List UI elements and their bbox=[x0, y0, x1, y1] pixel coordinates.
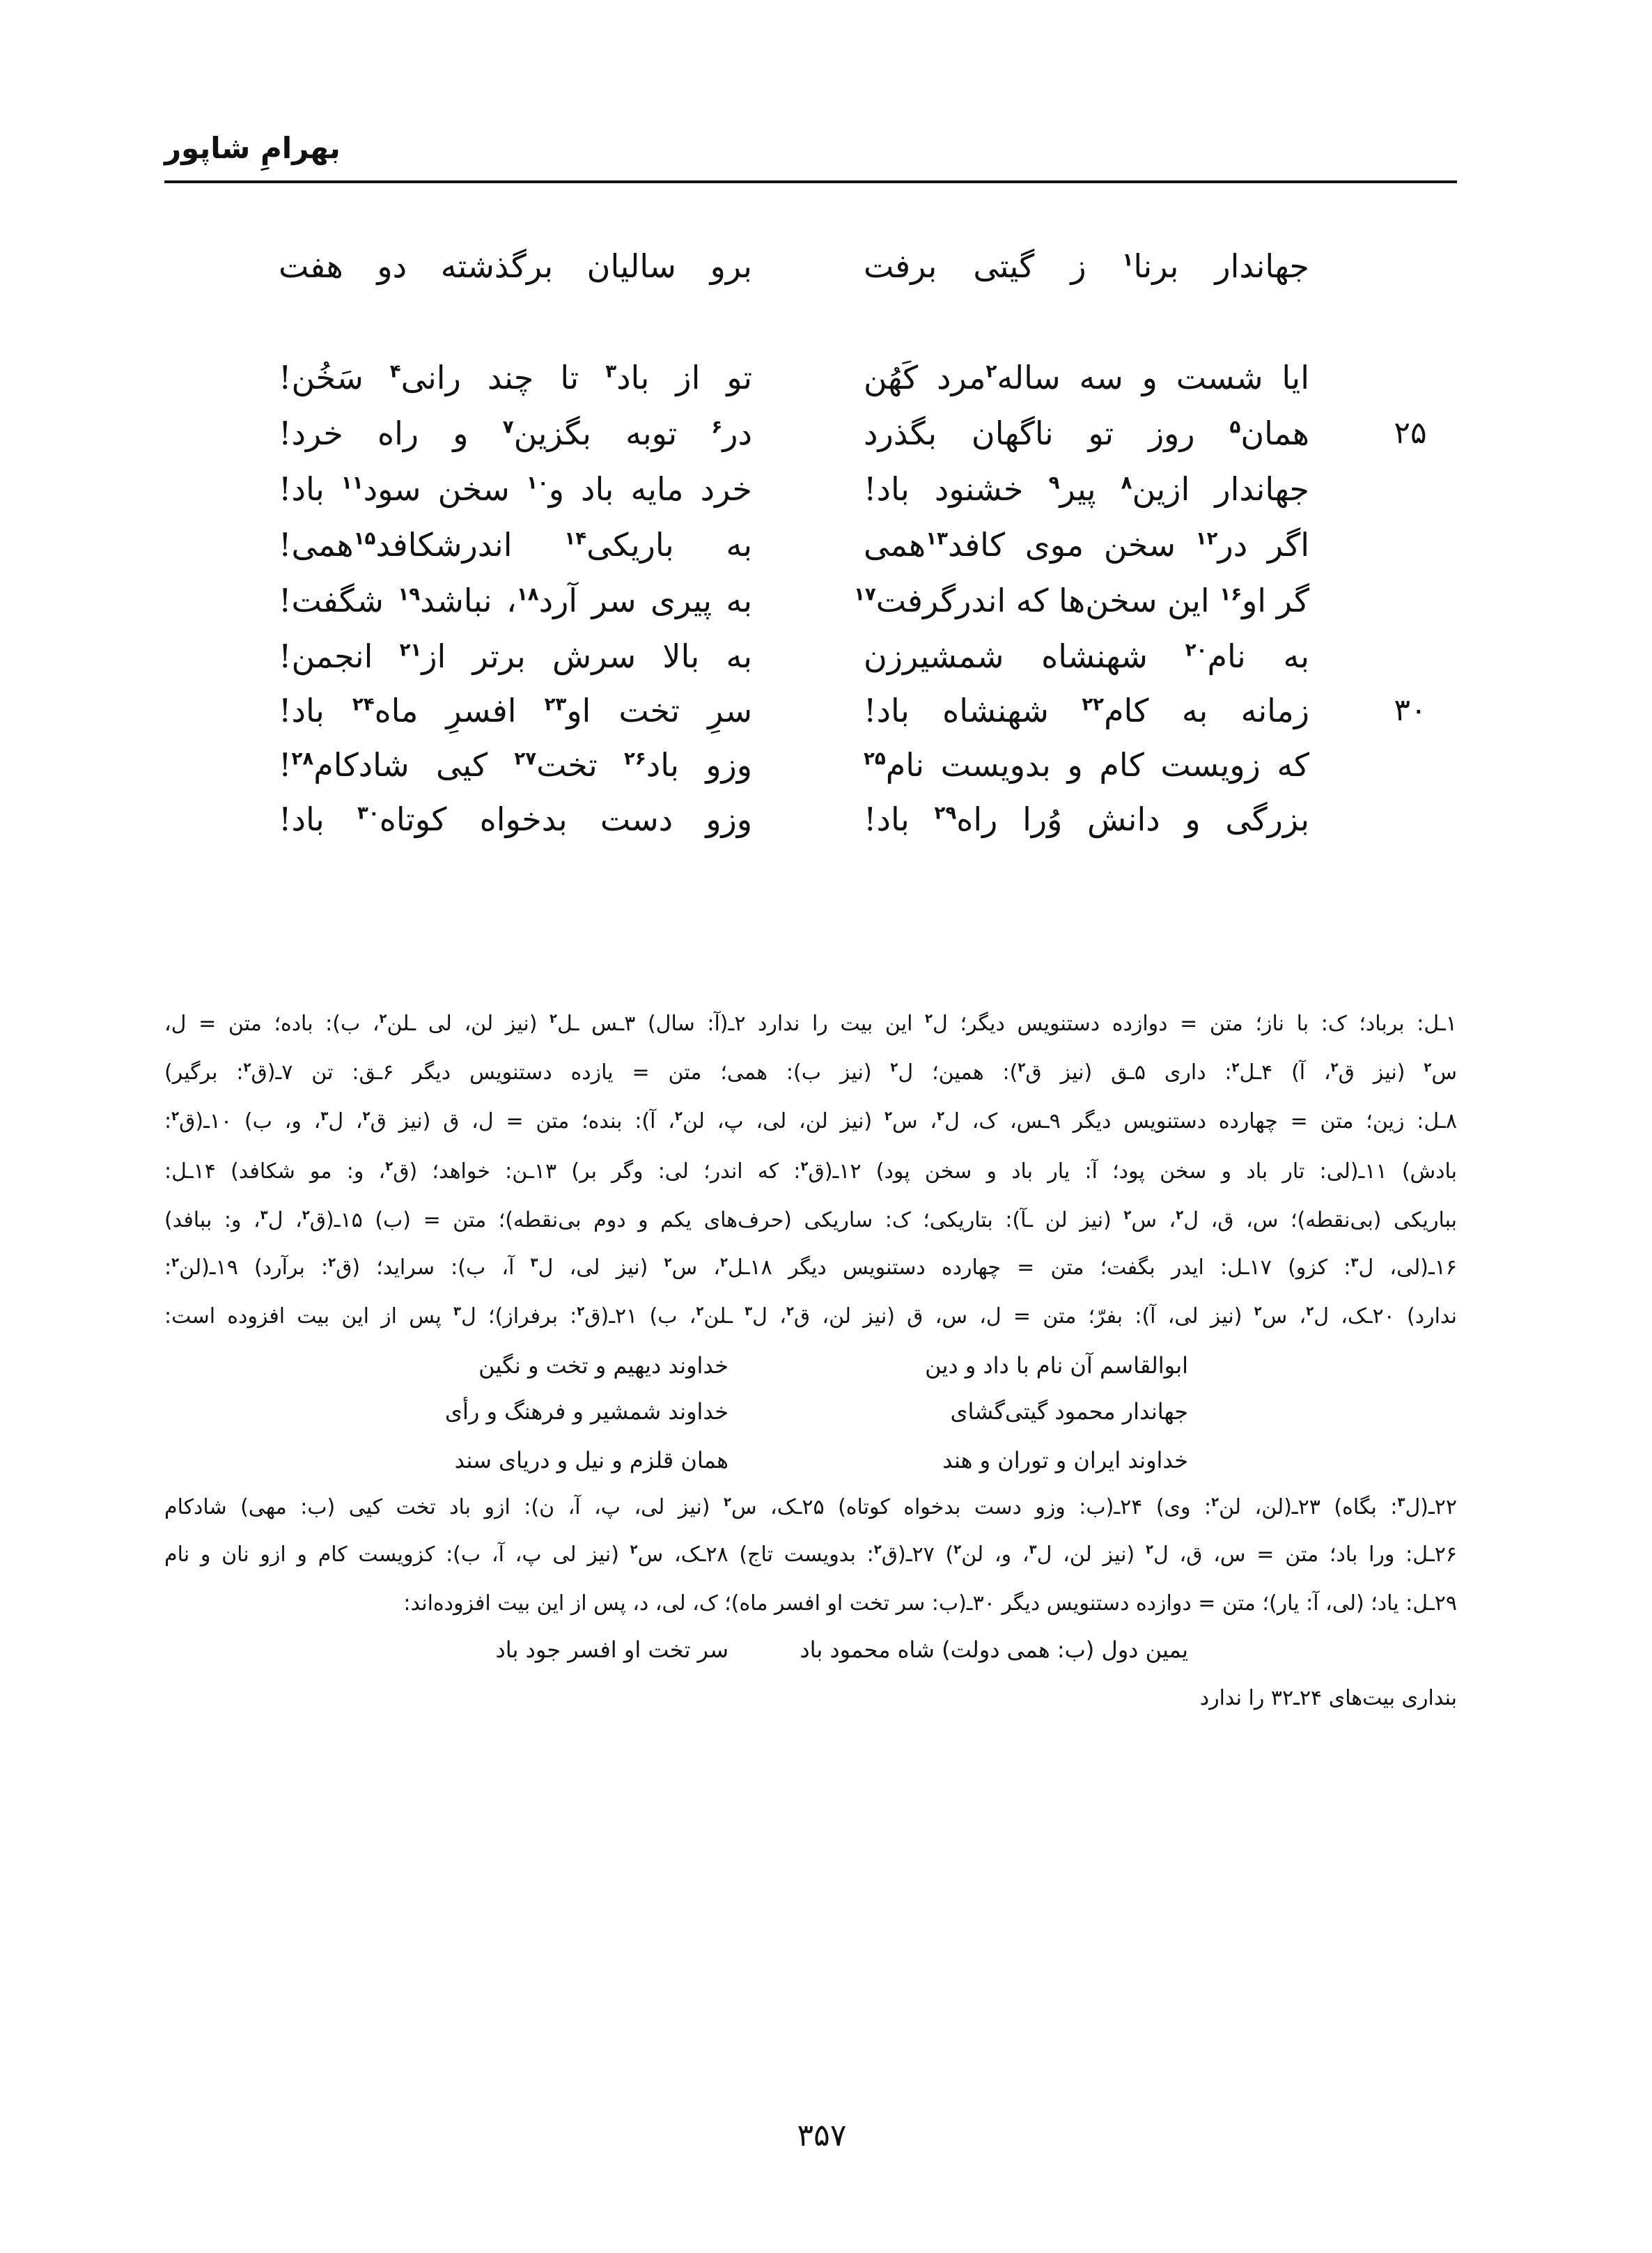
hemistich-left: تو از باد$^۳$ تا چند رانی$^۴$ سَخُن! bbox=[279, 359, 752, 396]
footnote-ref: ۳ bbox=[605, 361, 617, 382]
hemistich-right: به نام$^{۲۰}$ شهنشاه شمشیرزن bbox=[864, 637, 1310, 675]
footnote-ref: ۳۰ bbox=[357, 803, 380, 824]
footnote-line: ۲۹ـل: یاد؛ (لی، آ: یار)؛ متن = دوازده دستنویس دیگر ۳۰ـ(ب: سر تخت او افسر ماه)؛ ک، لی، د، پس از این بیت افزوده‌اند: bbox=[403, 1591, 1457, 1616]
footnote-ref: ۲ bbox=[171, 1255, 180, 1270]
hemistich-right: که زویست کام و بدویست نام$^{۲۵}$ bbox=[864, 746, 1309, 784]
footnote-ref: ۲ bbox=[800, 1159, 809, 1174]
footnote-ref: ۲ bbox=[674, 1109, 683, 1124]
footnote-ref: ۲ bbox=[1424, 1060, 1432, 1075]
hemistich-right: همان$^۵$ روز تو ناگهان بگذرد bbox=[864, 415, 1309, 452]
footnote-ref: ۳ bbox=[1350, 1255, 1359, 1270]
verse-row bbox=[0, 740, 1652, 790]
hemistich-left: به پیری سر آرد$^{۱۸}$، نباشد$^{۱۹}$ شگفت! bbox=[279, 582, 752, 619]
verse-number: ۲۵ bbox=[1394, 415, 1427, 451]
footnote-line: ندارد) ۲۰ـک، ل$^۲$، س$^۲$ (نیز لی، آ): بفرّ؛ متن = ل، س، ق (نیز لن، ق$^۲$، ل$^۳$ ـلن$^۲$، ب) ۲۱ـ(ق$^۲$: برفراز)؛ ل$^۳$ پس از این بیت افزوده است: bbox=[164, 1304, 1458, 1329]
hemistich-left: وزو باد$^{۲۶}$ تخت$^{۲۷}$ کیی شادکام$^{۲۸}$! bbox=[279, 746, 752, 784]
hemistich-right: ایا شست و سه ساله$^۲$مرد کَهُن bbox=[864, 359, 1309, 396]
footnote-ref: ۲ bbox=[630, 1542, 638, 1557]
verse-row bbox=[0, 241, 1652, 291]
footnote-ref: ۲۷ bbox=[514, 748, 537, 770]
verse-row bbox=[0, 794, 1652, 844]
footnote-ref: ۱۶ bbox=[1219, 584, 1242, 605]
footnote-line: بادش) ۱۱ـ(لی: تار باد و سخن پود؛ آ: یار باد و سخن پود) ۱۲ـ(ق$^۲$: که اندر؛ لی: وگر بر) ۱۳ـن: خواهد؛ (ق$^۲$، و: مو شکافد) ۱۴ـل: bbox=[164, 1159, 1457, 1184]
footnote-ref: ۱۹ bbox=[398, 584, 421, 605]
footnote-line: ۱۶ـ(لی، ل$^۳$: کزو) ۱۷ـل: ایدر بگفت؛ متن = چهارده دستنویس دیگر ۱۸ـل$^۲$، س$^۲$ (نیز لی، ل$^۳$ آ، ب): سراید؛ (ق$^۲$: برآرد) ۱۹ـ(لن$^۲$: bbox=[164, 1255, 1457, 1280]
footnote-ref: ۲۶ bbox=[624, 748, 646, 770]
variant-hemistich-left: خداوند دیهیم و تخت و نگین bbox=[478, 1352, 728, 1379]
footnote-ref: ۲ bbox=[550, 1012, 558, 1026]
footnote-ref: ۲۸ bbox=[291, 748, 314, 770]
footnote-ref: ۲ bbox=[302, 1208, 310, 1223]
footnote-line: س$^۲$ (نیز ق$^۲$، آ) ۴ـل$^۲$: داری ۵ـق (نیز ق$^۲$): همین؛ ل$^۲$ (نیز ب): همی؛ متن = یازده دستنویس دیگر ۶ـق: تن ۷ـ(ق$^۲$: برگیر) bbox=[164, 1060, 1457, 1085]
footnote-ref: ۲ bbox=[577, 1304, 585, 1319]
footnote-ref: ۲ bbox=[362, 1109, 371, 1124]
verse-row bbox=[0, 631, 1652, 681]
header-rule bbox=[164, 180, 1457, 183]
footnote-ref: ۳ bbox=[530, 1255, 538, 1270]
footnote-ref: ۳ bbox=[260, 1208, 268, 1223]
page-number: ۳۵۷ bbox=[797, 2118, 847, 2153]
variant-hemistich-left: سر تخت او افسر جود باد bbox=[495, 1636, 728, 1663]
footnote-ref: ۱۷ bbox=[854, 584, 876, 605]
footnote-ref: ۲ bbox=[1176, 1208, 1184, 1223]
footnote-line: بنداری بیت‌های ۲۴ـ۳۲ را ندارد bbox=[1199, 1686, 1457, 1710]
hemistich-right: جهاندار ازین$^۸$ پیر$^۹$ خشنود باد! bbox=[864, 470, 1309, 508]
footnote-ref: ۵ bbox=[1229, 417, 1241, 438]
hemistich-left: به باریکی$^{۱۴}$ اندرشکافد$^{۱۵}$همی! bbox=[279, 526, 752, 564]
footnote-ref: ۱۸ bbox=[516, 584, 539, 605]
variant-hemistich-left: خداوند شمشیر و فرهنگ و رأی bbox=[444, 1398, 728, 1425]
variant-hemistich-right: خداوند ایران و توران و هند bbox=[942, 1447, 1188, 1473]
hemistich-right: زمانه به کام$^{۲۲}$ شهنشاه باد! bbox=[864, 692, 1309, 729]
footnote-variant-verse bbox=[366, 1439, 1188, 1481]
footnote-ref: ۲۲ bbox=[1082, 694, 1105, 715]
footnote-ref: ۲ bbox=[873, 1542, 882, 1557]
footnote-ref: ۲ bbox=[720, 1255, 728, 1270]
footnote-ref: ۲ bbox=[953, 1542, 962, 1557]
footnote-line: ۸ـل: زین؛ متن = چهارده دستنویس دیگر ۹ـس، ک، ل$^۲$، س$^۲$ (نیز لن، لی، پ، لن$^۲$، آ): بنده؛ متن = ل، ق (نیز ق$^۲$، ل$^۳$، و، ب) ۱۰ـ(ق$^۲$: bbox=[164, 1109, 1458, 1133]
footnote-ref: ۲۳ bbox=[544, 694, 567, 715]
verse-row bbox=[0, 520, 1652, 570]
footnote-line: ۱ـل: برباد؛ ک: با ناز؛ متن = دوازده دستنویس دیگر؛ ل$^۲$ این بیت را ندارد ۲ـ(آ: سال) ۳ـس ـل$^۲$ (نیز لن، لی ـلن$^۲$، ب): باده؛ متن = ل، bbox=[164, 1012, 1457, 1036]
footnote-ref: ۲ bbox=[884, 1109, 892, 1124]
footnote-line: ۲۲ـ(ل$^۳$: بگاه) ۲۳ـ(لن، لن$^۲$: وی) ۲۴ـ(ب: وزو دست بدخواه کوتاه) ۲۵ـک، س$^۲$ (نیز لی، پ، آ، ن): ازو باد تخت کیی (ب: مهی) شادکام bbox=[164, 1495, 1457, 1519]
footnote-ref: ۹ bbox=[1048, 472, 1060, 494]
footnote-ref: ۲ bbox=[385, 1159, 393, 1174]
hemistich-left: برو سالیان برگذشته دو هفت bbox=[279, 247, 752, 285]
footnote-ref: ۲۵ bbox=[864, 748, 886, 770]
footnote-ref: ۲ bbox=[243, 1060, 251, 1075]
footnote-ref: ۶ bbox=[711, 417, 723, 438]
variant-hemistich-right: ابوالقاسم آن نام با داد و دین bbox=[925, 1352, 1188, 1379]
footnote-ref: ۲۴ bbox=[352, 694, 375, 715]
footnote-ref: ۲ bbox=[1018, 1060, 1026, 1075]
footnote-ref: ۲ bbox=[1306, 1304, 1314, 1319]
footnote-ref: ۲ bbox=[1231, 1060, 1240, 1075]
footnote-ref: ۳ bbox=[1029, 1542, 1037, 1557]
footnote-ref: ۲ bbox=[786, 1304, 794, 1319]
footnote-ref: ۲ bbox=[1254, 1304, 1262, 1319]
footnote-ref: ۲ bbox=[1123, 1208, 1132, 1223]
running-head: بهرامِ شاپور bbox=[164, 131, 341, 165]
footnote-variant-verse bbox=[366, 1629, 1188, 1671]
verse-number: ۳۰ bbox=[1394, 692, 1427, 728]
hemistich-right: گر او$^{۱۶}$ این سخن‌ها که اندرگرفت$^{۱۷}$ bbox=[854, 582, 1309, 619]
footnote-ref: ۳ bbox=[1397, 1495, 1405, 1510]
verse-row bbox=[0, 408, 1652, 458]
footnote-ref: ۲۰ bbox=[1185, 640, 1208, 661]
footnote-ref: ۱۰ bbox=[526, 472, 549, 494]
footnote-variant-verse bbox=[366, 1391, 1188, 1432]
verse-row bbox=[0, 575, 1652, 626]
footnote-ref: ۲ bbox=[1330, 1060, 1339, 1075]
footnote-variant-verse bbox=[366, 1345, 1188, 1386]
hemistich-left: سرِ تخت او$^{۲۳}$ افسرِ ماه$^{۲۴}$ باد! bbox=[279, 692, 752, 729]
footnote-ref: ۲ bbox=[379, 1012, 387, 1026]
footnote-ref: ۱۱ bbox=[341, 472, 364, 494]
footnote-ref: ۳ bbox=[745, 1304, 753, 1319]
verse-row bbox=[0, 464, 1652, 514]
footnote-ref: ۲ bbox=[664, 1255, 672, 1270]
hemistich-right: بزرگی و دانش وُرا راه$^{۲۹}$ باد! bbox=[864, 800, 1309, 838]
footnote-ref: ۲ bbox=[723, 1495, 731, 1510]
footnote-line: بباریکی (بی‌نقطه)؛ س، ق، ل$^۲$، س$^۲$ (نیز لن ـآ): بتاریکی؛ ک: ساریکی (حرف‌های یکم و دوم بی‌نقطه)؛ متن = (ب) ۱۵ـ(ق$^۲$، ل$^۳$، و: ببافد) bbox=[164, 1208, 1458, 1232]
footnote-ref: ۳ bbox=[320, 1109, 329, 1124]
variant-hemistich-right: جهاندار محمود گیتی‌گشای bbox=[950, 1398, 1188, 1425]
verse-row bbox=[0, 686, 1652, 736]
footnote-ref: ۲ bbox=[925, 1012, 933, 1026]
hemistich-left: وزو دست بدخواه کوتاه$^{۳۰}$ باد! bbox=[279, 800, 752, 838]
footnote-ref: ۲ bbox=[328, 1255, 336, 1270]
footnote-ref: ۱ bbox=[1122, 249, 1134, 271]
hemistich-left: در$^۶$ توبه بگزین$^۷$ و راه خرد! bbox=[279, 415, 752, 452]
hemistich-right: اگر در$^{۱۲}$ سخن موی کافد$^{۱۳}$همی bbox=[864, 526, 1309, 564]
verse-row bbox=[0, 353, 1652, 403]
footnote-ref: ۱۲ bbox=[1195, 528, 1218, 550]
footnote-ref: ۷ bbox=[502, 417, 514, 438]
hemistich-left: به بالا سرش برتر از$^{۲۱}$ انجمن! bbox=[279, 637, 752, 675]
footnote-ref: ۲۱ bbox=[399, 640, 422, 661]
footnote-ref: ۴ bbox=[389, 361, 401, 382]
footnote-ref: ۲ bbox=[1211, 1495, 1219, 1510]
footnote-ref: ۲ bbox=[696, 1304, 704, 1319]
footnote-ref: ۲ bbox=[1145, 1542, 1153, 1557]
variant-hemistich-right: یمین دول (ب: همی دولت) شاه محمود باد bbox=[800, 1636, 1188, 1663]
footnote-ref: ۲ bbox=[171, 1109, 180, 1124]
footnote-ref: ۱۴ bbox=[564, 528, 587, 550]
footnote-ref: ۸ bbox=[1121, 472, 1132, 494]
footnote-ref: ۲ bbox=[985, 361, 997, 382]
footnote-ref: ۲ bbox=[937, 1109, 945, 1124]
hemistich-left: خرد مایه باد و$^{۱۰}$ سخن سود$^{۱۱}$ باد! bbox=[279, 470, 752, 508]
hemistich-right: جهاندار برنا$^۱$ ز گیتی برفت bbox=[864, 247, 1309, 285]
footnote-ref: ۱۳ bbox=[926, 528, 948, 550]
footnote-ref: ۲۹ bbox=[934, 803, 957, 824]
footnote-ref: ۱۵ bbox=[353, 528, 376, 550]
footnote-line: ۲۶ـل: ورا باد؛ متن = س، ق، ل$^۲$ (نیز لن، ل$^۳$، و، لن$^۲$) ۲۷ـ(ق$^۲$: بدویست تاج) ۲۸ـک، س$^۲$ (نیز لی پ، آ، ب): کزویست کام و ازو نان و نام bbox=[164, 1542, 1457, 1567]
variant-hemistich-left: همان قلزم و نیل و دریای سند bbox=[454, 1447, 728, 1473]
footnote-ref: ۳ bbox=[453, 1304, 462, 1319]
footnote-ref: ۲ bbox=[890, 1060, 898, 1075]
